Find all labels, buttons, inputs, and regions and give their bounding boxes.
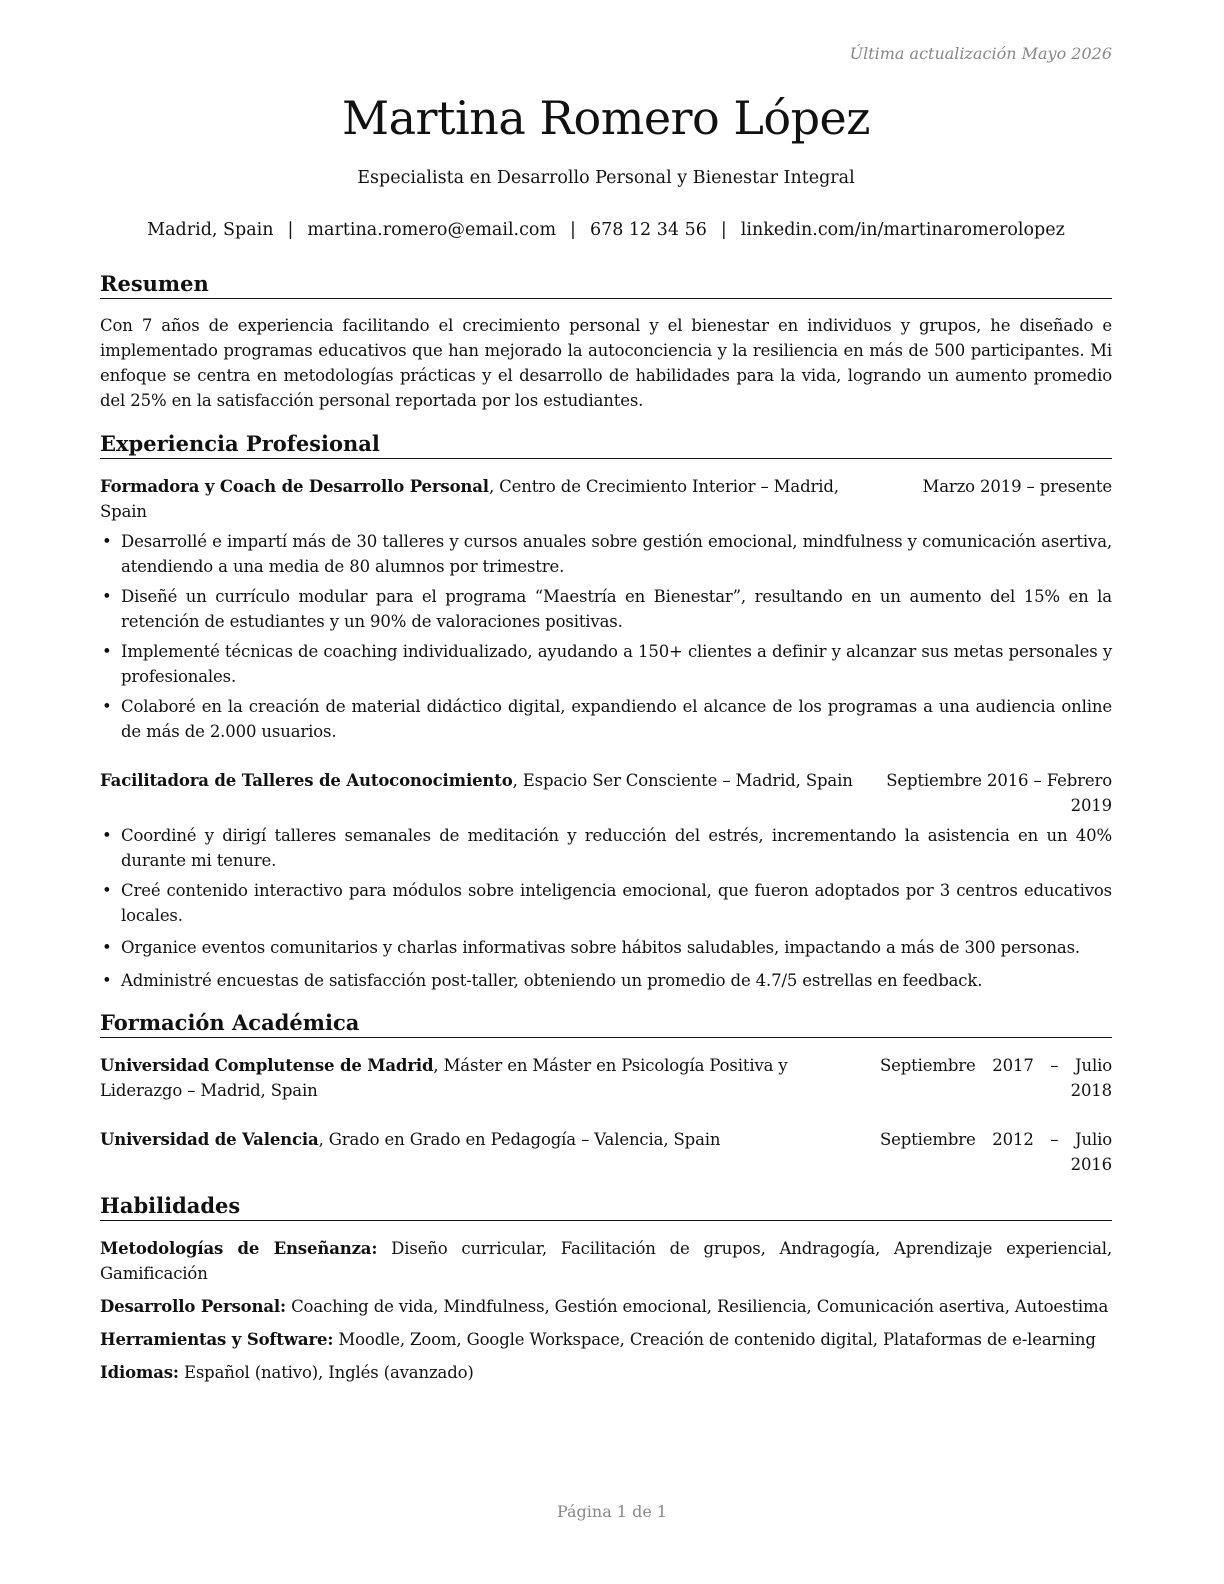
bullet-icon: • xyxy=(102,697,112,716)
skill-value: Español (nativo), Inglés (avanzado) xyxy=(178,1363,474,1382)
education-detail: , Grado en Grado en Pedagogía – Valencia, Spain xyxy=(318,1130,721,1149)
job-organization: , Espacio Ser Consciente – Madrid, Spain xyxy=(512,771,853,790)
summary-text: Con 7 años de experiencia facilitando el crecimiento personal y el bienestar en individuos y grupos, he diseñado e implementado programas educativos que han mejorado la autoconciencia y la resiliencia en más de 500 participantes. Mi enfoque se centra en metodologías prácticas y el desarrollo de habilidades para la vida, logrando un aumento promedio del 25% en la satisfacción personal reportada por los estudiantes. xyxy=(100,316,1112,410)
experience-section xyxy=(100,430,1112,993)
skills-section xyxy=(100,1192,1112,1385)
job-dates: Marzo 2019 – presente xyxy=(922,477,1112,496)
section-heading-skills: Habilidades xyxy=(100,1192,1112,1221)
contact-linkedin[interactable]: linkedin.com/in/martinaromerolopez xyxy=(740,220,1065,240)
contact-location: Madrid, Spain xyxy=(147,220,274,240)
job-header xyxy=(100,768,1112,818)
skill-line xyxy=(100,1294,1112,1319)
job-entry xyxy=(100,768,1112,993)
candidate-title: Especialista en Desarrollo Personal y Bienestar Integral xyxy=(357,168,855,188)
job-role: Formadora y Coach de Desarrollo Personal xyxy=(100,477,489,496)
list-item xyxy=(100,694,1112,744)
skill-line xyxy=(100,1360,1112,1385)
skill-line xyxy=(100,1327,1112,1352)
list-item xyxy=(100,878,1112,928)
job-header xyxy=(100,474,1112,524)
bullet-text: Diseñé un currículo modular para el programa “Maestría en Bienestar”, resultando en un aumento del 15% en la retención de estudiantes y un 90% de valoraciones positivas. xyxy=(121,587,1112,631)
bullet-icon: • xyxy=(102,532,112,551)
list-item xyxy=(100,639,1112,689)
contact-separator: | xyxy=(720,220,727,240)
bullet-icon: • xyxy=(102,642,112,661)
bullet-text: Colaboré en la creación de material didáctico digital, expandiendo el alcance de los programas a una audiencia online de más de 2.000 usuarios. xyxy=(121,697,1112,741)
skill-value: Coaching de vida, Mindfulness, Gestión emocional, Resiliencia, Comunicación asertiva, Autoestima xyxy=(285,1297,1109,1316)
education-line xyxy=(100,1053,870,1103)
bullet-text: Creé contenido interactivo para módulos sobre inteligencia emocional, que fueron adoptados por 3 centros educativos locales. xyxy=(121,881,1112,925)
education-school: Universidad de Valencia xyxy=(100,1130,319,1149)
education-dates: Septiembre 2012 – Julio 2016 xyxy=(880,1130,1112,1174)
education-entry xyxy=(100,1127,1112,1177)
job-role-line xyxy=(100,474,890,524)
contact-line xyxy=(100,220,1112,240)
summary-section xyxy=(100,270,1112,413)
section-heading-experience: Experiencia Profesional xyxy=(100,430,1112,459)
bullet-text: Implementé técnicas de coaching individualizado, ayudando a 150+ clientes a definir y alcanzar sus metas personales y profesionales. xyxy=(121,642,1112,686)
education-line xyxy=(100,1127,880,1152)
skill-label: Desarrollo Personal: xyxy=(100,1297,286,1316)
section-heading-summary: Resumen xyxy=(100,270,1112,299)
bullet-text: Desarrollé e impartí más de 30 talleres y cursos anuales sobre gestión emocional, mindfulness y comunicación asertiva, atendiendo a una media de 80 alumnos por trimestre. xyxy=(121,532,1112,576)
section-heading-education: Formación Académica xyxy=(100,1009,1112,1038)
contact-separator: | xyxy=(570,220,576,240)
skill-label: Metodologías de Enseñanza: xyxy=(100,1239,378,1258)
candidate-name: Martina Romero López xyxy=(341,91,870,145)
contact-phone: 678 12 34 56 xyxy=(589,220,707,240)
contact-separator: | xyxy=(287,220,294,240)
skill-value: Moodle, Zoom, Google Workspace, Creación de contenido digital, Plataformas de e-learning xyxy=(333,1330,1096,1349)
page-number: Página 1 de 1 xyxy=(556,1502,668,1521)
skill-line xyxy=(100,1236,1112,1286)
list-item xyxy=(100,584,1112,634)
bullet-icon: • xyxy=(102,587,112,606)
contact-email[interactable]: martina.romero@email.com xyxy=(307,220,557,240)
education-entry xyxy=(100,1053,1112,1103)
education-school: Universidad Complutense de Madrid xyxy=(100,1056,434,1075)
resume-page xyxy=(100,0,1112,1584)
job-dates: Septiembre 2016 – Febrero 2019 xyxy=(886,771,1112,815)
list-item xyxy=(100,823,1112,873)
education-detail: , Máster en Máster en Psicología Positiva y Liderazgo – Madrid, Spain xyxy=(100,1056,788,1100)
skill-label: Herramientas y Software: xyxy=(100,1330,334,1349)
skill-label: Idiomas: xyxy=(100,1363,179,1382)
list-item xyxy=(100,529,1112,579)
bullet-icon: • xyxy=(102,971,112,990)
education-dates: Septiembre 2017 – Julio 2018 xyxy=(880,1056,1112,1100)
education-section xyxy=(100,1009,1112,1177)
bullet-text: Organice eventos comunitarios y charlas informativas sobre hábitos saludables, impactando a más de 300 personas. xyxy=(121,938,1081,957)
job-bullets xyxy=(100,529,1112,744)
last-updated-note: Última actualización Mayo 2026 xyxy=(849,44,1112,63)
bullet-icon: • xyxy=(102,826,112,845)
bullet-text: Administré encuestas de satisfacción post-taller, obteniendo un promedio de 4.7/5 estrellas en feedback. xyxy=(121,971,983,990)
bullet-icon: • xyxy=(102,938,112,957)
job-role-line xyxy=(100,768,876,793)
job-entry xyxy=(100,474,1112,744)
job-organization: , Centro de Crecimiento Interior – Madrid, Spain xyxy=(100,477,839,521)
bullet-icon: • xyxy=(102,881,112,900)
list-item xyxy=(100,968,1112,993)
list-item xyxy=(100,935,1112,960)
job-role: Facilitadora de Talleres de Autoconocimiento xyxy=(100,771,513,790)
job-bullets xyxy=(100,823,1112,993)
bullet-text: Coordiné y dirigí talleres semanales de meditación y reducción del estrés, incrementando la asistencia en un 40% durante mi tenure. xyxy=(121,826,1112,870)
skill-value: Diseño curricular, Facilitación de grupos, Andragogía, Aprendizaje experiencial, Gamificación xyxy=(100,1239,1113,1283)
